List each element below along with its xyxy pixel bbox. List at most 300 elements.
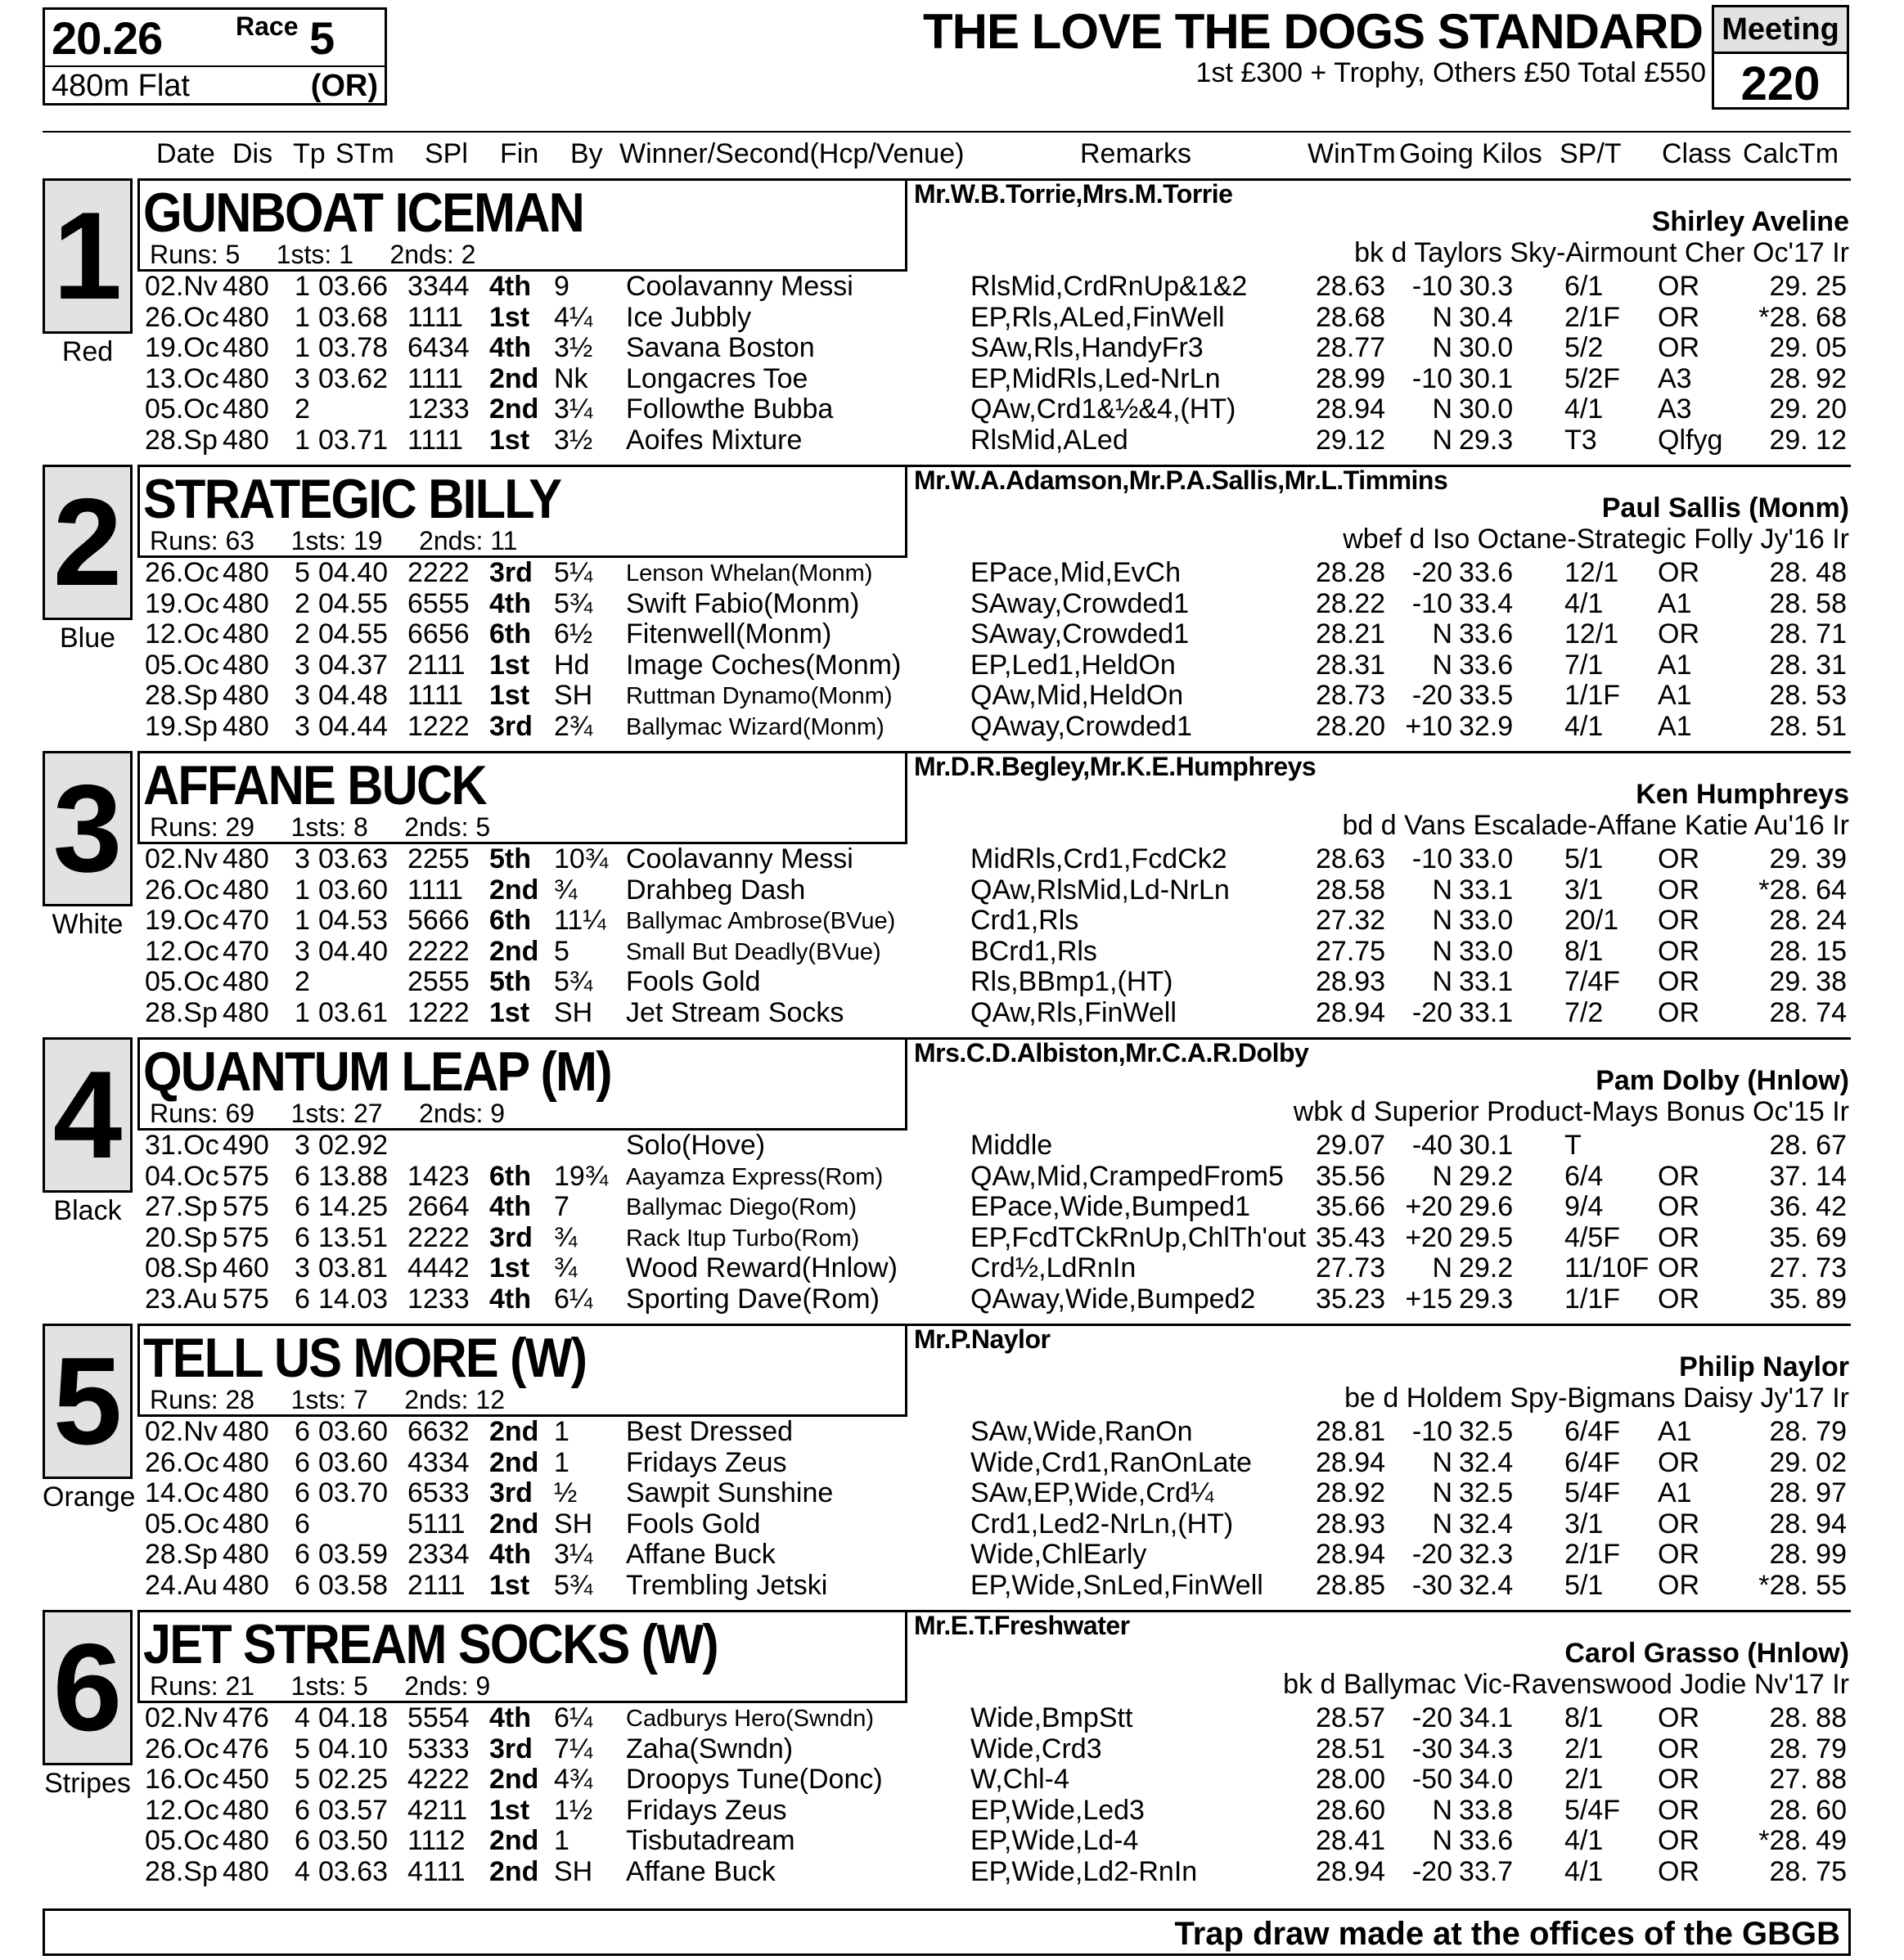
form-stm: 03.60 (318, 874, 389, 906)
form-cls: OR (1658, 1794, 1699, 1826)
form-spl: 2111 (407, 1570, 466, 1601)
form-cls: A1 (1658, 587, 1692, 619)
footer-box (43, 1908, 1851, 1956)
form-wintm: 28.68 (1316, 301, 1386, 333)
dog-name: GUNBOAT ICEMAN (143, 182, 584, 244)
trainer: Pam Dolby (Hnlow) (1596, 1065, 1849, 1096)
column-header: By (570, 138, 603, 169)
form-remarks: Crd1,Led2-NrLn,(HT) (970, 1508, 1234, 1540)
form-by: 3½ (554, 425, 593, 456)
form-going: N (1432, 618, 1452, 650)
form-by: 5¼ (554, 557, 593, 588)
form-stm: 03.60 (318, 1446, 389, 1478)
form-calc: 28. 24 (1769, 905, 1847, 937)
form-winner: Zaha(Swndn) (626, 1733, 794, 1764)
form-calc: 28. 48 (1769, 557, 1847, 588)
form-spt: 5/1 (1564, 1570, 1604, 1601)
form-going: -20 (1411, 1702, 1452, 1733)
form-fin: 4th (489, 1702, 531, 1733)
form-fin: 2nd (489, 362, 539, 394)
form-remarks: EP,Led1,HeldOn (970, 649, 1176, 681)
form-winner: Ballymac Diego(Rom) (626, 1194, 857, 1221)
form-by: Hd (554, 649, 590, 681)
form-spl: 2255 (407, 843, 470, 874)
form-stm: 03.57 (318, 1794, 389, 1826)
form-wintm: 27.75 (1316, 935, 1386, 967)
form-going: N (1432, 1477, 1452, 1509)
form-spt: 12/1 (1564, 557, 1619, 588)
form-kilos: 30.1 (1459, 1130, 1514, 1161)
form-dis: 480 (223, 332, 269, 364)
form-wintm: 28.94 (1316, 1446, 1386, 1478)
form-spt: 5/4F (1564, 1477, 1621, 1509)
form-wintm: 29.07 (1316, 1130, 1386, 1161)
form-spl: 6555 (407, 587, 470, 619)
form-wintm: 28.57 (1316, 1702, 1386, 1733)
form-going: N (1432, 1825, 1452, 1857)
form-date: 08.Sp (145, 1252, 218, 1284)
owners: Mr.P.Naylor (914, 1324, 1051, 1354)
form-stm: 02.92 (318, 1130, 389, 1161)
form-going: N (1432, 935, 1452, 967)
column-header: Remarks (1080, 138, 1192, 169)
breeding: wbef d Iso Octane-Strategic Folly Jy'16 Ir (1343, 524, 1849, 555)
trap-number: 5 (52, 1332, 123, 1471)
column-header: Class (1662, 138, 1732, 169)
form-remarks: Rls,BBmp1,(HT) (970, 966, 1173, 998)
form-fin: 5th (489, 843, 531, 874)
form-cls: OR (1658, 1825, 1699, 1857)
form-going: -10 (1411, 362, 1452, 394)
form-spt: 7/4F (1564, 966, 1621, 998)
column-header: SP/T (1560, 138, 1622, 169)
form-calc: *28. 55 (1758, 1570, 1847, 1601)
form-going: -50 (1411, 1764, 1452, 1796)
form-calc: 28. 92 (1769, 362, 1847, 394)
form-remarks: EP,Wide,Ld2-RnIn (970, 1856, 1198, 1887)
form-cls: OR (1658, 1283, 1699, 1315)
form-going: +20 (1405, 1191, 1452, 1223)
form-spt: T (1564, 1130, 1582, 1161)
form-going: -30 (1411, 1733, 1452, 1764)
form-winner: Fools Gold (626, 1508, 761, 1540)
form-stm: 03.59 (318, 1539, 389, 1571)
dog-name-box (137, 751, 907, 844)
form-fin: 2nd (489, 1416, 539, 1447)
form-remarks: QAw,Rls,FinWell (970, 997, 1177, 1028)
breeding: wbk d Superior Product-Mays Bonus Oc'15 Ir (1293, 1096, 1849, 1127)
trap-number-box (43, 751, 133, 906)
form-winner: Aoifes Mixture (626, 425, 803, 456)
form-fin: 6th (489, 618, 531, 650)
form-tp: 3 (295, 649, 310, 681)
form-going: N (1432, 1252, 1452, 1284)
form-tp: 3 (295, 1130, 310, 1161)
form-cls: Qlfyg (1658, 425, 1723, 456)
form-calc: 28. 58 (1769, 587, 1847, 619)
form-spt: 6/4F (1564, 1446, 1621, 1478)
form-spt: 2/1 (1564, 1764, 1604, 1796)
form-kilos: 29.3 (1459, 425, 1514, 456)
runs-summary: Runs: 21 1sts: 5 2nds: 9 (150, 1671, 491, 1701)
form-winner: Jet Stream Socks (626, 997, 844, 1028)
form-remarks: EP,MidRls,Led-NrLn (970, 362, 1221, 394)
trap-number-box (43, 465, 133, 620)
form-by: ¾ (554, 1221, 578, 1253)
form-remarks: Middle (970, 1130, 1053, 1161)
form-by: 3¼ (554, 393, 593, 425)
trap-number: 6 (52, 1618, 123, 1757)
form-fin: 3rd (489, 1221, 533, 1253)
form-spl: 1423 (407, 1160, 470, 1192)
form-stm: 04.37 (318, 649, 389, 681)
form-stm: 03.63 (318, 843, 389, 874)
form-going: N (1432, 1508, 1452, 1540)
form-date: 26.Oc (145, 874, 219, 906)
form-going: -20 (1411, 1856, 1452, 1887)
column-header: WinTm (1308, 138, 1396, 169)
form-going: N (1432, 1446, 1452, 1478)
form-tp: 2 (295, 587, 310, 619)
form-tp: 6 (295, 1539, 310, 1571)
dog-name-box (137, 178, 907, 272)
form-remarks: SAw,Wide,RanOn (970, 1416, 1193, 1447)
form-spt: 12/1 (1564, 618, 1619, 650)
form-spl: 2111 (407, 649, 466, 681)
column-header: Going (1399, 138, 1474, 169)
column-header: SPl (425, 138, 468, 169)
column-header: CalcTm (1743, 138, 1839, 169)
form-calc: 29. 25 (1769, 271, 1847, 302)
dog-name: JET STREAM SOCKS (W) (143, 1613, 718, 1675)
race-time: 20.26 (52, 12, 163, 64)
form-going: -20 (1411, 1539, 1452, 1571)
form-winner: Fools Gold (626, 966, 761, 998)
form-by: SH (554, 1508, 593, 1540)
form-date: 05.Oc (145, 649, 219, 681)
race-distance: 480m Flat (52, 69, 190, 103)
form-fin: 6th (489, 1160, 531, 1192)
race-number: 5 (309, 12, 335, 64)
form-date: 02.Nv (145, 1702, 218, 1733)
form-by: 7¼ (554, 1733, 593, 1764)
form-remarks: QAw,Mid,HeldOn (970, 680, 1184, 712)
form-date: 27.Sp (145, 1191, 218, 1223)
form-going: N (1432, 301, 1452, 333)
form-by: 3¼ (554, 1539, 593, 1571)
form-spt: 20/1 (1564, 905, 1619, 937)
form-tp: 1 (295, 905, 310, 937)
form-spl: 5333 (407, 1733, 470, 1764)
form-remarks: EP,FcdTCkRnUp,ChlTh'out (970, 1221, 1307, 1253)
form-by: 5¾ (554, 966, 593, 998)
form-by: 5¾ (554, 587, 593, 619)
form-kilos: 34.0 (1459, 1764, 1514, 1796)
form-tp: 6 (295, 1794, 310, 1826)
breeding: be d Holdem Spy-Bigmans Daisy Jy'17 Ir (1344, 1382, 1849, 1414)
form-by: 19¾ (554, 1160, 609, 1192)
form-fin: 2nd (489, 1446, 539, 1478)
trap-number: 1 (52, 187, 123, 326)
form-fin: 4th (489, 1191, 531, 1223)
form-tp: 5 (295, 1733, 310, 1764)
form-kilos: 32.4 (1459, 1446, 1514, 1478)
form-going: -10 (1411, 843, 1452, 874)
form-remarks: Wide,ChlEarly (970, 1539, 1147, 1571)
form-spl: 5111 (407, 1508, 466, 1540)
form-kilos: 30.4 (1459, 301, 1514, 333)
form-cls: OR (1658, 1764, 1699, 1796)
form-cls: OR (1658, 557, 1699, 588)
form-dis: 480 (223, 966, 269, 998)
form-fin: 3rd (489, 1477, 533, 1509)
form-stm: 04.10 (318, 1733, 389, 1764)
form-by: 2¾ (554, 711, 593, 742)
form-dis: 480 (223, 1446, 269, 1478)
form-tp: 6 (295, 1160, 310, 1192)
divider (45, 65, 385, 67)
form-wintm: 28.00 (1316, 1764, 1386, 1796)
form-remarks: Wide,Crd3 (970, 1733, 1102, 1764)
form-remarks: BCrd1,Rls (970, 935, 1097, 967)
form-dis: 470 (223, 935, 269, 967)
form-stm: 03.78 (318, 332, 389, 364)
form-remarks: Wide,BmpStt (970, 1702, 1133, 1733)
form-spt: T3 (1564, 425, 1597, 456)
form-fin: 4th (489, 587, 531, 619)
form-date: 05.Oc (145, 1825, 219, 1857)
form-date: 28.Sp (145, 680, 218, 712)
form-spl: 1111 (407, 425, 464, 456)
form-by: 11¼ (554, 905, 606, 937)
trap-colour: Orange (43, 1481, 136, 1513)
form-spt: 8/1 (1564, 935, 1604, 967)
form-winner: Coolavanny Messi (626, 843, 853, 874)
form-winner: Cadburys Hero(Swndn) (626, 1706, 875, 1732)
form-spt: 4/1 (1564, 393, 1604, 425)
form-stm: 14.03 (318, 1283, 389, 1315)
form-by: SH (554, 997, 593, 1028)
form-kilos: 32.9 (1459, 711, 1514, 742)
form-date: 13.Oc (145, 362, 219, 394)
dog-name-box (137, 1324, 907, 1417)
form-kilos: 33.6 (1459, 1825, 1514, 1857)
column-header: Kilos (1482, 138, 1542, 169)
form-spt: 9/4 (1564, 1191, 1604, 1223)
trap-number-box (43, 1324, 133, 1479)
form-fin: 1st (489, 301, 530, 333)
form-dis: 575 (223, 1191, 269, 1223)
form-calc: 28. 79 (1769, 1416, 1847, 1447)
form-winner: Ruttman Dynamo(Monm) (626, 683, 893, 710)
form-date: 19.Sp (145, 711, 218, 742)
trap-number: 3 (52, 759, 123, 898)
form-cls: A1 (1658, 1416, 1692, 1447)
form-calc: 28. 31 (1769, 649, 1847, 681)
form-spl: 2334 (407, 1539, 470, 1571)
race-title: THE LOVE THE DOGS STANDARD (923, 4, 1703, 59)
trap-colour: Black (53, 1195, 122, 1226)
form-wintm: 28.22 (1316, 587, 1386, 619)
form-spl: 2222 (407, 557, 470, 588)
footer-note: Trap draw made at the offices of the GBGB (1174, 1916, 1840, 1952)
form-by: 1½ (554, 1794, 593, 1826)
form-calc: 27. 73 (1769, 1252, 1847, 1284)
form-calc: 28. 51 (1769, 711, 1847, 742)
form-kilos: 33.0 (1459, 843, 1514, 874)
form-cls: OR (1658, 997, 1699, 1028)
form-remarks: SAway,Crowded1 (970, 587, 1190, 619)
form-by: 6¼ (554, 1283, 593, 1315)
form-wintm: 35.56 (1316, 1160, 1386, 1192)
form-wintm: 28.51 (1316, 1733, 1386, 1764)
form-fin: 1st (489, 1794, 530, 1826)
form-cls: OR (1658, 1252, 1699, 1284)
owners: Mr.D.R.Begley,Mr.K.E.Humphreys (914, 752, 1317, 781)
form-spt: 4/1 (1564, 711, 1604, 742)
trap-colour: White (52, 909, 124, 940)
form-spl: 2222 (407, 1221, 470, 1253)
form-fin: 2nd (489, 935, 539, 967)
form-cls: A1 (1658, 711, 1692, 742)
form-dis: 450 (223, 1764, 269, 1796)
form-date: 28.Sp (145, 1539, 218, 1571)
form-calc: 29. 12 (1769, 425, 1847, 456)
form-calc: 29. 39 (1769, 843, 1847, 874)
form-spl: 4222 (407, 1764, 470, 1796)
form-cls: OR (1658, 905, 1699, 937)
form-spl: 1111 (407, 874, 464, 906)
form-stm: 04.55 (318, 587, 389, 619)
form-stm: 04.44 (318, 711, 389, 742)
form-remarks: SAw,EP,Wide,Crd¼ (970, 1477, 1214, 1509)
form-kilos: 32.3 (1459, 1539, 1514, 1571)
form-spt: 5/2F (1564, 362, 1621, 394)
form-winner: Followthe Bubba (626, 393, 834, 425)
form-dis: 480 (223, 271, 269, 302)
header-rule (43, 131, 1851, 133)
form-dis: 480 (223, 1477, 269, 1509)
form-winner: Fridays Zeus (626, 1794, 787, 1826)
form-tp: 6 (295, 1825, 310, 1857)
form-cls: OR (1658, 966, 1699, 998)
form-winner: Tisbutadream (626, 1825, 795, 1857)
form-winner: Trembling Jetski (626, 1570, 828, 1601)
form-tp: 5 (295, 1764, 310, 1796)
form-dis: 480 (223, 1508, 269, 1540)
form-wintm: 28.28 (1316, 557, 1386, 588)
form-dis: 480 (223, 557, 269, 588)
form-date: 12.Oc (145, 1794, 219, 1826)
form-spl: 1111 (407, 362, 464, 394)
form-remarks: EP,Wide,Ld-4 (970, 1825, 1139, 1857)
form-date: 02.Nv (145, 271, 218, 302)
trap-number-box (43, 1610, 133, 1765)
form-going: +20 (1405, 1221, 1452, 1253)
form-calc: 28. 15 (1769, 935, 1847, 967)
form-cls: OR (1658, 1702, 1699, 1733)
form-date: 26.Oc (145, 557, 219, 588)
trap-colour: Stripes (44, 1768, 131, 1799)
form-tp: 2 (295, 618, 310, 650)
dog-name: TELL US MORE (W) (143, 1327, 587, 1389)
form-cls: OR (1658, 1160, 1699, 1192)
form-date: 12.Oc (145, 935, 219, 967)
form-spt: 5/4F (1564, 1794, 1621, 1826)
form-tp: 1 (295, 301, 310, 333)
form-wintm: 28.60 (1316, 1794, 1386, 1826)
form-winner: Best Dressed (626, 1416, 794, 1447)
runs-summary: Runs: 5 1sts: 1 2nds: 2 (150, 240, 476, 269)
form-wintm: 35.43 (1316, 1221, 1386, 1253)
form-dis: 575 (223, 1221, 269, 1253)
form-kilos: 29.3 (1459, 1283, 1514, 1315)
form-winner: Wood Reward(Hnlow) (626, 1252, 898, 1284)
form-calc: 29. 02 (1769, 1446, 1847, 1478)
form-date: 19.Oc (145, 587, 219, 619)
form-spt: 6/4 (1564, 1160, 1604, 1192)
form-dis: 480 (223, 1570, 269, 1601)
form-stm: 02.25 (318, 1764, 389, 1796)
form-wintm: 28.94 (1316, 1539, 1386, 1571)
form-calc: 37. 14 (1769, 1160, 1847, 1192)
form-kilos: 32.5 (1459, 1477, 1514, 1509)
form-dis: 480 (223, 393, 269, 425)
form-kilos: 33.4 (1459, 587, 1514, 619)
form-by: 10¾ (554, 843, 609, 874)
form-stm: 03.70 (318, 1477, 389, 1509)
form-remarks: MidRls,Crd1,FcdCk2 (970, 843, 1227, 874)
form-spt: 7/2 (1564, 997, 1604, 1028)
runs-summary: Runs: 28 1sts: 7 2nds: 12 (150, 1385, 506, 1414)
form-by: 6½ (554, 618, 593, 650)
meeting-box (1712, 5, 1849, 110)
form-tp: 1 (295, 425, 310, 456)
form-kilos: 30.0 (1459, 393, 1514, 425)
form-remarks: QAw,Mid,CrampedFrom5 (970, 1160, 1284, 1192)
form-stm: 03.66 (318, 271, 389, 302)
form-dis: 480 (223, 301, 269, 333)
meeting-label: Meeting (1714, 7, 1847, 54)
form-fin: 3rd (489, 711, 533, 742)
form-calc: 28. 67 (1769, 1130, 1847, 1161)
form-spt: 5/1 (1564, 843, 1604, 874)
trap-number-box (43, 1037, 133, 1193)
form-stm: 14.25 (318, 1191, 389, 1223)
form-dis: 480 (223, 1825, 269, 1857)
form-spl: 4111 (407, 1856, 466, 1887)
form-spt: 2/1F (1564, 301, 1621, 333)
form-stm: 03.62 (318, 362, 389, 394)
form-calc: 36. 42 (1769, 1191, 1847, 1223)
form-remarks: SAway,Crowded1 (970, 618, 1190, 650)
form-spt: 1/1F (1564, 680, 1621, 712)
form-remarks: Wide,Crd1,RanOnLate (970, 1446, 1252, 1478)
form-spl: 4442 (407, 1252, 470, 1284)
form-stm: 03.50 (318, 1825, 389, 1857)
form-wintm: 28.21 (1316, 618, 1386, 650)
form-winner: Ballymac Ambrose(BVue) (626, 908, 896, 935)
form-fin: 1st (489, 425, 530, 456)
form-calc: 29. 38 (1769, 966, 1847, 998)
owners: Mr.E.T.Freshwater (914, 1611, 1130, 1640)
dog-name-box (137, 465, 907, 558)
form-wintm: 28.41 (1316, 1825, 1386, 1857)
form-fin: 1st (489, 997, 530, 1028)
form-spt: 4/1 (1564, 1856, 1604, 1887)
form-cls: OR (1658, 271, 1699, 302)
form-spl: 2222 (407, 935, 470, 967)
